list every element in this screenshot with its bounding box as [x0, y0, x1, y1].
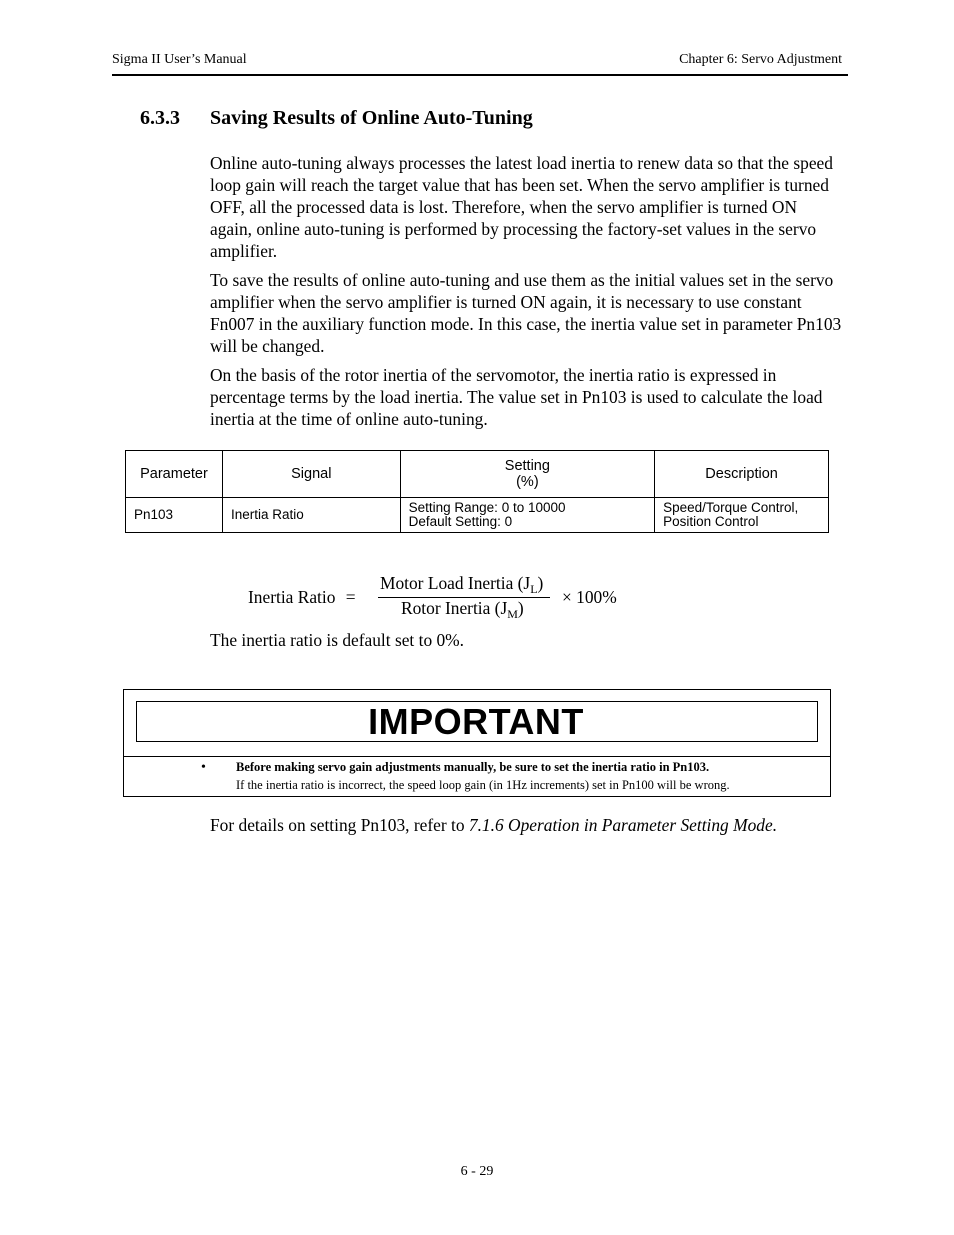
formula-denominator-text: Rotor Inertia (J	[401, 598, 508, 618]
bullet-icon: •	[201, 760, 206, 775]
cell-signal: Inertia Ratio	[222, 498, 400, 533]
default-inertia-note: The inertia ratio is default set to 0%.	[210, 630, 465, 650]
formula-numerator-sub: L	[530, 582, 538, 596]
section-number: 6.3.3	[140, 107, 180, 129]
header-setting-line2: (%)	[516, 474, 539, 490]
table-header-row	[126, 451, 829, 498]
formula-equals: =	[345, 587, 356, 607]
details-prefix: For details on setting Pn103, refer to	[210, 815, 469, 835]
formula-numerator-close: )	[537, 573, 544, 593]
formula-lhs-label: Inertia Ratio	[248, 587, 336, 607]
formula-numerator	[380, 573, 550, 597]
important-warning-detail: If the inertia ratio is incorrect, the speed loop gain (in 1Hz increments) set in Pn100 will be wrong.	[236, 778, 730, 792]
formula-denominator-sub: M	[507, 607, 518, 621]
page-number: 6 - 29	[460, 1164, 494, 1179]
header-rule	[112, 74, 848, 76]
header-chapter-title: Chapter 6: Servo Adjustment	[679, 52, 842, 67]
header-setting-line1: Setting	[504, 458, 550, 474]
table-row	[126, 498, 829, 533]
important-warning-bold: Before making servo gain adjustments manually, be sure to set the inertia ratio in Pn103.	[236, 760, 710, 774]
section-title: Saving Results of Online Auto-Tuning	[210, 107, 533, 129]
formula-lhs	[248, 587, 356, 608]
header-signal: Signal	[222, 451, 400, 498]
details-reference	[210, 815, 777, 836]
cell-setting-range: Setting Range: 0 to 10000	[408, 500, 566, 515]
cell-description	[655, 498, 829, 533]
formula-numerator-text: Motor Load Inertia (J	[380, 573, 531, 593]
formula-denominator	[401, 598, 571, 622]
cell-setting-default: Default Setting: 0	[408, 514, 513, 529]
header-setting	[400, 451, 655, 498]
paragraph-inertia-ratio: On the basis of the rotor inertia of the servomotor, the inertia ratio is expressed in percentage terms by the load inertia. The value set in Pn103 is used to calculate the load inertia at the time of online auto-tuning.	[210, 365, 823, 429]
parameter-table	[125, 450, 829, 533]
details-section-link: 7.1.6 Operation in Parameter Setting Mode.	[468, 815, 778, 835]
cell-description-line1: Speed/Torque Control,	[663, 500, 799, 515]
header-description: Description	[655, 451, 829, 498]
cell-description-line2: Position Control	[663, 514, 759, 529]
paragraph-online-autotuning: Online auto-tuning always processes the latest load inertia to renew data so that the speed loop gain will reach the target value that has been set. When the servo amplifier is turned OFF, all the processed data is lost. Therefore, when the servo amplifier is turned ON again, online auto-tuning is performed by processing the factory-set values in the servo amplifier.	[210, 153, 833, 261]
paragraph-save-results: To save the results of online auto-tuning and use them as the initial values set in the servo amplifier when the servo amplifier is turned ON again, it is necessary to use constant Fn007 in the auxiliary function mode. In this case, the inertia value set in parameter Pn103 will be changed.	[210, 270, 842, 356]
important-divider	[123, 756, 831, 757]
formula-multiplier: × 100%	[562, 587, 617, 607]
header-parameter: Parameter	[126, 451, 223, 498]
formula-denominator-close: )	[517, 598, 524, 618]
important-title: IMPORTANT	[368, 701, 584, 742]
header-manual-title: Sigma II User’s Manual	[112, 52, 247, 67]
cell-parameter: Pn103	[126, 498, 223, 533]
cell-setting	[400, 498, 655, 533]
